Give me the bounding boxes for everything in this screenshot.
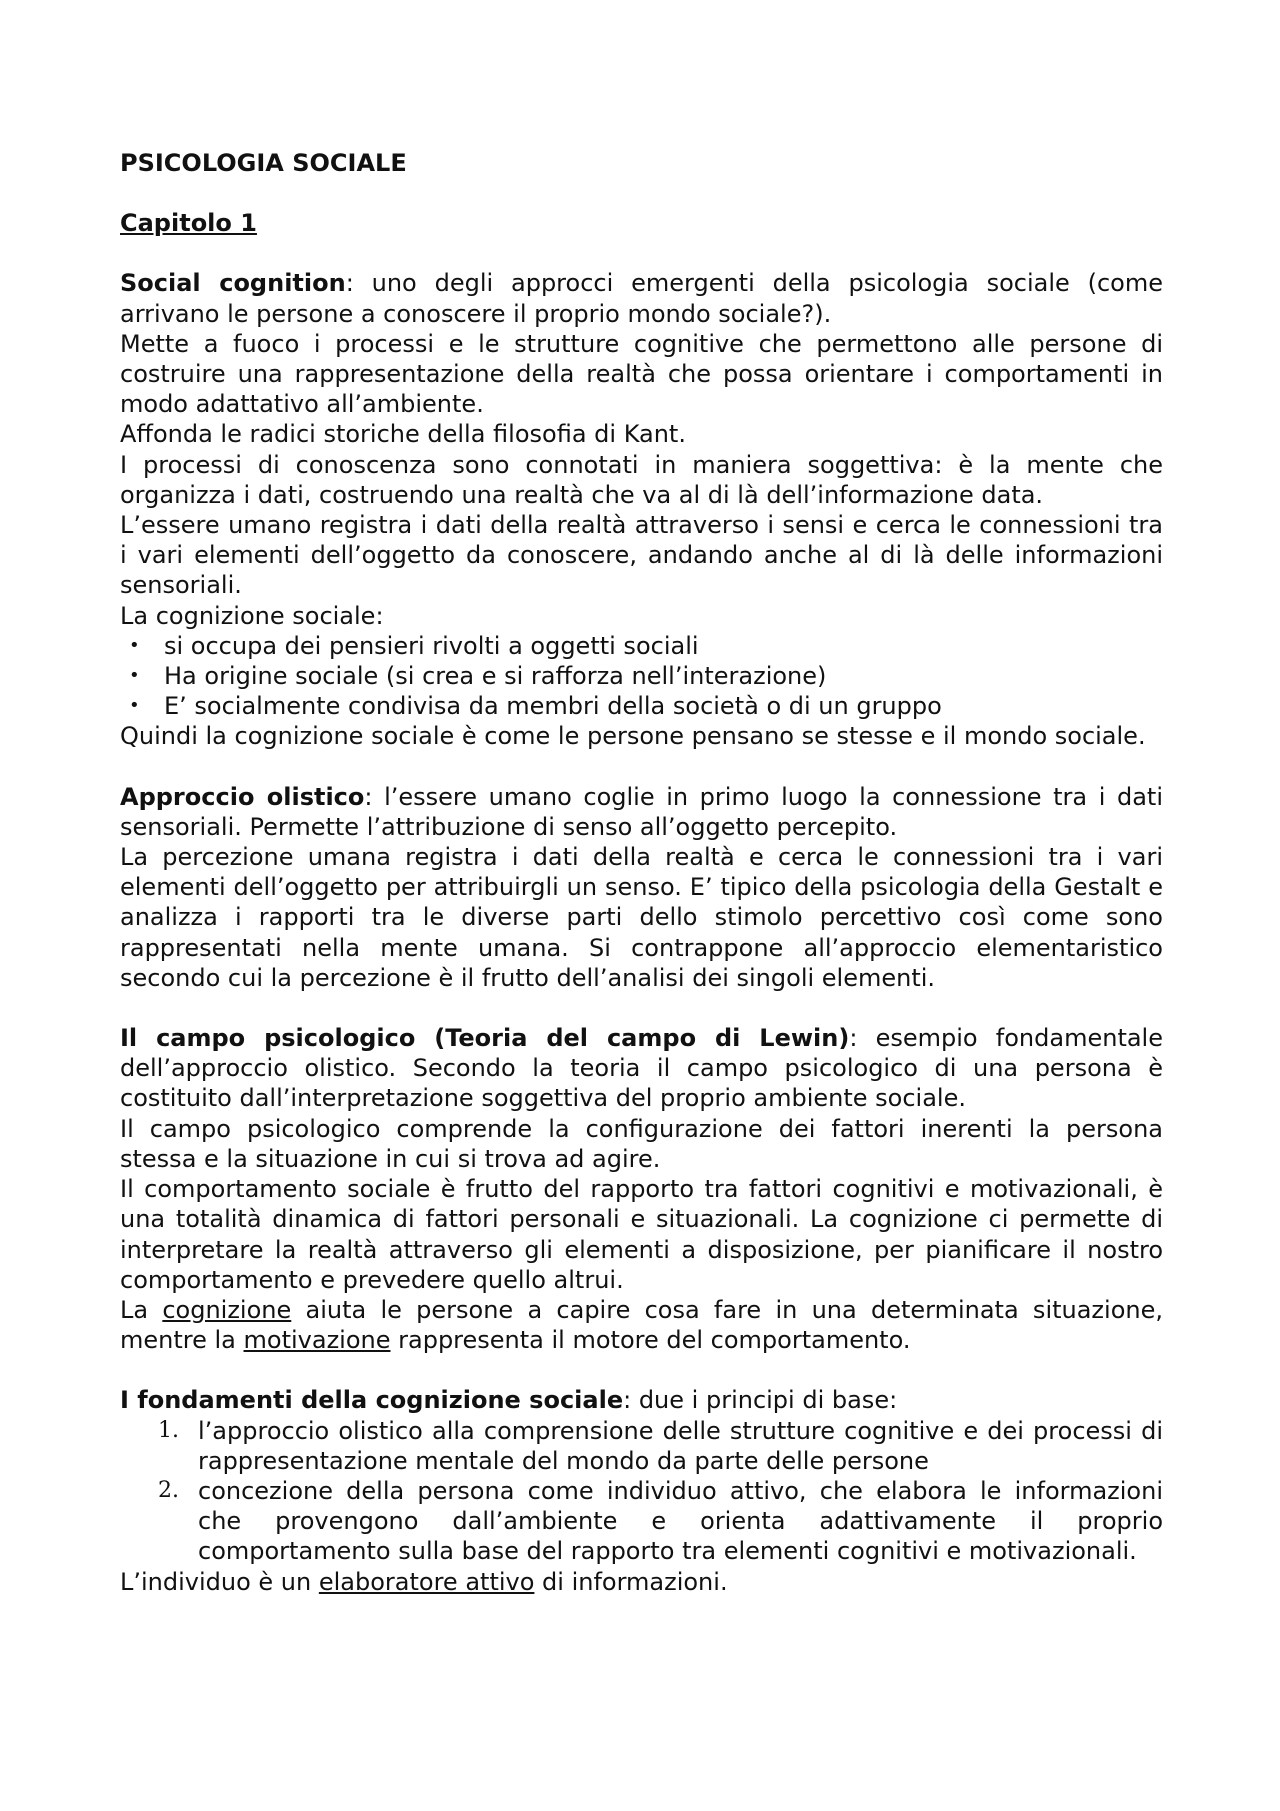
underlined-term-motivazione: motivazione <box>243 1326 391 1355</box>
section-campo-psicologico <box>120 1023 1163 1355</box>
bullet-icon: • <box>129 695 140 717</box>
campo-psicologico-definition: Il campo psicologico (Teoria del campo di Lewin): esempio fondamentale dell’approccio olistico. Secondo la teoria il campo psicologico di una persona è costituito dall’interpretazione soggettiva del proprio ambiente sociale. <box>120 1024 1163 1113</box>
paragraph: Quindi la cognizione sociale è come le persone pensano se stesse e il mondo sociale. <box>120 722 1146 751</box>
bullet-icon: • <box>129 634 140 656</box>
numbered-list <box>120 1416 1163 1567</box>
underlined-term-cognizione: cognizione <box>162 1295 292 1324</box>
document-title: PSICOLOGIA SOCIALE <box>120 149 407 177</box>
list-item: • si occupa dei pensieri rivolti a oggetti sociali <box>129 631 699 660</box>
section-social-cognition <box>120 268 1163 751</box>
paragraph: La cognizione aiuta le persone a capire cosa fare in una determinata situazione, mentre la motivazione rappresenta il motore del comportamento. <box>120 1295 1163 1355</box>
section-fondamenti <box>120 1385 1163 1596</box>
list-number: 2. <box>158 1477 179 1503</box>
paragraph: Il campo psicologico comprende la configurazione dei fattori inerenti la persona stessa e la situazione in cui si trova ad agire. <box>120 1114 1163 1173</box>
list-item: 2. concezione della persona come individuo attivo, che elabora le informazioni che provengono dall’ambiente e orienta adattivamente il proprio comportamento sulla base del rapporto tra elementi cognitivi e motivazionali. <box>158 1476 1163 1566</box>
paragraph: L’individuo è un elaboratore attivo di informazioni. <box>120 1567 728 1596</box>
underlined-term-elaboratore-attivo: elaboratore attivo <box>318 1567 535 1596</box>
chapter-heading: Capitolo 1 <box>120 209 257 238</box>
section-approccio-olistico <box>120 782 1163 993</box>
paragraph: Il comportamento sociale è frutto del rapporto tra fattori cognitivi e motivazionali, è una totalità dinamica di fattori personali e situazionali. La cognizione ci permette di interpretare la realtà attraverso gli elementi a disposizione, per pianificare il nostro comportamento e prevedere quello altrui. <box>120 1175 1163 1294</box>
term-campo-psicologico: Il campo psicologico (Teoria del campo di Lewin) <box>120 1024 850 1053</box>
list-intro: La cognizione sociale: <box>120 601 384 630</box>
list-item: • E’ socialmente condivisa da membri della società o di un gruppo <box>129 692 942 721</box>
bullet-icon: • <box>129 665 140 687</box>
paragraph: I processi di conoscenza sono connotati in maniera soggettiva: è la mente che organizza i dati, costruendo una realtà che va al di là dell’informazione data. <box>120 450 1163 509</box>
term-social-cognition: Social cognition <box>120 269 346 298</box>
list-item: • Ha origine sociale (si crea e si rafforza nell’interazione) <box>129 662 827 691</box>
term-fondamenti: I fondamenti della cognizione sociale <box>120 1386 624 1415</box>
approccio-olistico-definition: Approccio olistico: l’essere umano coglie in primo luogo la connessione tra i dati sensoriali. Permette l’attribuzione di senso all’oggetto percepito. <box>120 782 1163 841</box>
list-number: 1. <box>158 1417 179 1443</box>
paragraph: L’essere umano registra i dati della realtà attraverso i sensi e cerca le connessioni tra i vari elementi dell’oggetto da conoscere, andando anche al di là delle informazioni sensoriali. <box>120 511 1163 600</box>
bullet-list <box>120 631 1163 722</box>
paragraph: Mette a fuoco i processi e le strutture cognitive che permettono alle persone di costruire una rappresentazione della realtà che possa orientare i comportamenti in modo adattativo all’ambiente. <box>120 329 1163 419</box>
fondamenti-heading: I fondamenti della cognizione sociale: due i principi di base: <box>120 1386 898 1415</box>
paragraph: La percezione umana registra i dati della realtà e cerca le connessioni tra i vari elementi dell’oggetto per attribuirgli un senso. E’ tipico della psicologia della Gestalt e analizza i rapporti tra le diverse parti dello stimolo percettivo così come sono rappresentati nella mente umana. Si contrappone all’approccio elementaristico secondo cui la percezione è il frutto dell’analisi dei singoli elementi. <box>120 843 1163 992</box>
term-approccio-olistico: Approccio olistico <box>120 782 365 811</box>
social-cognition-definition: Social cognition: uno degli approcci emergenti della psicologia sociale (come arrivano le persone a conoscere il proprio mondo sociale?). <box>120 269 1164 328</box>
list-item: 1. l’approccio olistico alla comprensione delle strutture cognitive e dei processi di rappresentazione mentale del mondo da parte delle persone <box>158 1416 1163 1475</box>
paragraph: Affonda le radici storiche della filosofia di Kant. <box>120 420 686 449</box>
